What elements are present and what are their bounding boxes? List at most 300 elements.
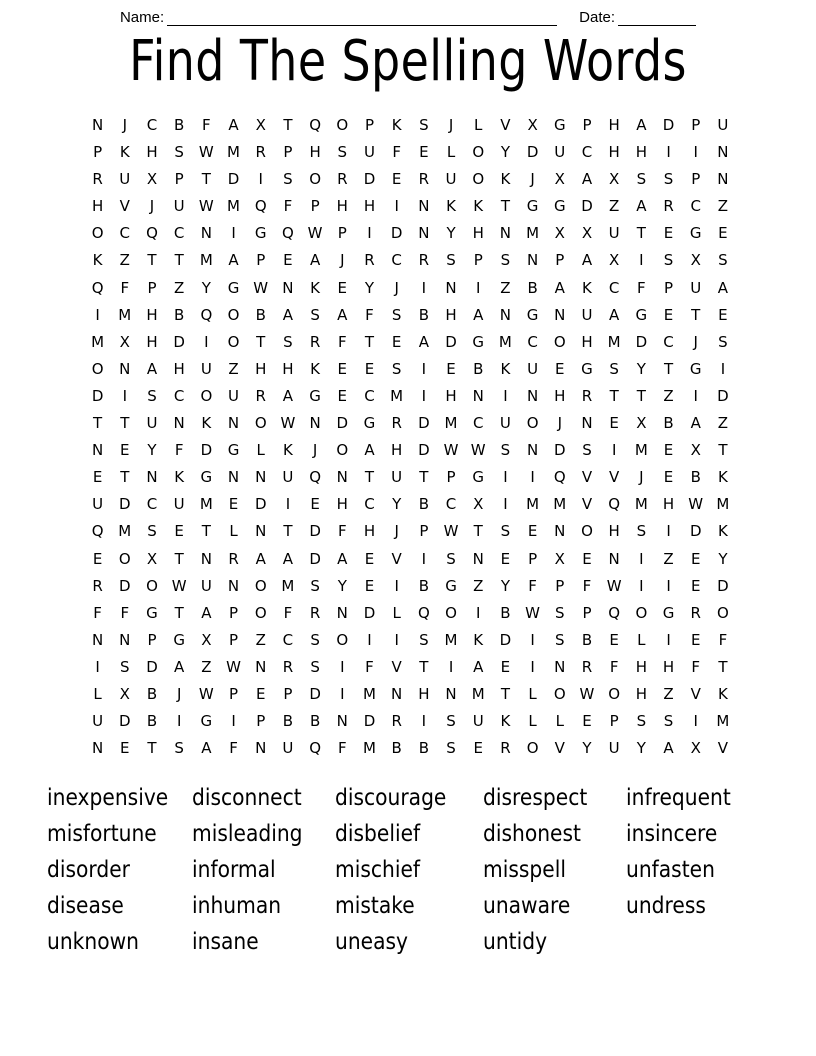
grid-cell[interactable]: G [635, 305, 648, 324]
grid-cell[interactable]: H [662, 657, 675, 676]
grid-cell[interactable]: I [666, 630, 671, 649]
grid-cell[interactable]: O [227, 332, 240, 351]
grid-cell[interactable]: O [254, 576, 267, 595]
grid-cell[interactable]: E [663, 224, 674, 243]
grid-cell[interactable]: E [500, 549, 511, 568]
grid-cell[interactable]: B [500, 603, 511, 622]
grid-cell[interactable]: C [173, 224, 185, 243]
grid-cell[interactable]: Q [309, 468, 321, 487]
grid-cell[interactable]: O [227, 305, 240, 324]
grid-cell[interactable]: D [689, 522, 702, 541]
grid-cell[interactable]: E [690, 630, 701, 649]
grid-cell[interactable]: E [391, 170, 402, 189]
grid-cell[interactable]: D [581, 197, 593, 216]
grid-cell[interactable]: I [394, 197, 399, 216]
grid-cell[interactable]: P [555, 251, 565, 270]
grid-cell[interactable]: B [663, 414, 674, 433]
grid-cell[interactable]: Q [146, 224, 158, 243]
grid-cell[interactable]: F [582, 576, 592, 595]
grid-cell[interactable]: S [283, 332, 293, 351]
grid-cell[interactable]: R [391, 712, 402, 731]
grid-cell[interactable]: M [444, 630, 458, 649]
grid-cell[interactable]: X [201, 630, 212, 649]
grid-cell[interactable]: C [690, 197, 701, 216]
grid-cell[interactable]: D [119, 576, 131, 595]
grid-cell[interactable]: S [636, 712, 647, 731]
grid-cell[interactable]: A [609, 305, 620, 324]
grid-cell[interactable]: S [310, 576, 320, 595]
grid-cell[interactable]: K [310, 278, 321, 297]
grid-cell[interactable]: H [173, 359, 185, 378]
grid-cell[interactable]: P [229, 630, 239, 649]
grid-cell[interactable]: S [446, 712, 456, 731]
grid-cell[interactable]: Z [663, 386, 674, 405]
grid-cell[interactable]: H [472, 224, 484, 243]
grid-cell[interactable]: H [255, 359, 267, 378]
grid-cell[interactable]: N [717, 170, 729, 189]
word-list-item[interactable]: inhuman [192, 893, 282, 919]
grid-cell[interactable]: N [554, 522, 566, 541]
grid-cell[interactable]: K [282, 441, 293, 460]
grid-cell[interactable]: Q [309, 116, 321, 134]
grid-cell[interactable]: H [146, 305, 158, 324]
grid-cell[interactable]: I [693, 712, 698, 731]
grid-cell[interactable]: Q [608, 603, 621, 622]
word-list-item[interactable]: unknown [47, 929, 139, 955]
grid-cell[interactable]: V [391, 549, 402, 568]
grid-cell[interactable]: R [309, 332, 321, 351]
grid-cell[interactable]: V [119, 197, 130, 216]
grid-cell[interactable]: P [528, 549, 538, 568]
grid-cell[interactable]: L [637, 630, 646, 649]
grid-cell[interactable]: X [690, 739, 701, 758]
grid-cell[interactable]: S [582, 441, 592, 460]
grid-cell[interactable]: A [146, 359, 158, 378]
grid-cell[interactable]: U [200, 359, 212, 378]
word-list-item[interactable]: discourage [335, 785, 447, 811]
grid-cell[interactable]: R [581, 657, 593, 676]
grid-cell[interactable]: Y [337, 576, 347, 595]
grid-cell[interactable]: V [554, 739, 565, 758]
grid-cell[interactable]: X [554, 224, 565, 243]
grid-cell[interactable]: N [255, 468, 267, 487]
grid-cell[interactable]: S [337, 143, 348, 162]
grid-cell[interactable]: I [176, 712, 182, 731]
grid-cell[interactable]: S [147, 386, 157, 405]
grid-cell[interactable]: R [581, 386, 593, 405]
grid-cell[interactable]: A [282, 386, 294, 405]
grid-cell[interactable]: I [693, 143, 698, 162]
grid-cell[interactable]: A [255, 549, 266, 568]
grid-cell[interactable]: D [119, 495, 131, 514]
grid-cell[interactable]: R [255, 143, 266, 162]
grid-cell[interactable]: H [91, 197, 104, 216]
grid-cell[interactable]: F [392, 143, 401, 162]
grid-cell[interactable]: W [443, 441, 459, 460]
grid-cell[interactable]: H [662, 495, 675, 514]
grid-cell[interactable]: I [503, 386, 508, 405]
grid-cell[interactable]: A [418, 332, 429, 351]
grid-cell[interactable]: T [174, 549, 184, 568]
grid-cell[interactable]: Q [309, 739, 321, 758]
grid-cell[interactable]: O [254, 603, 267, 622]
grid-cell[interactable]: S [500, 251, 511, 270]
grid-cell[interactable]: I [340, 657, 345, 676]
grid-cell[interactable]: B [282, 712, 294, 731]
grid-cell[interactable]: P [664, 278, 674, 297]
grid-cell[interactable]: E [582, 712, 592, 731]
grid-cell[interactable]: U [92, 495, 104, 514]
grid-cell[interactable]: Z [609, 197, 620, 216]
grid-cell[interactable]: O [118, 549, 131, 568]
grid-cell[interactable]: T [718, 441, 728, 460]
grid-cell[interactable]: G [553, 197, 566, 216]
grid-cell[interactable]: U [119, 170, 131, 189]
grid-cell[interactable]: Q [417, 603, 430, 622]
grid-cell[interactable]: N [554, 657, 566, 676]
word-list-item[interactable]: dishonest [483, 821, 581, 847]
grid-cell[interactable]: I [666, 576, 671, 595]
grid-cell[interactable]: S [310, 305, 320, 324]
grid-cell[interactable]: P [337, 224, 347, 243]
grid-cell[interactable]: I [122, 386, 127, 405]
word-list-item[interactable]: mistake [335, 893, 415, 919]
grid-cell[interactable]: H [445, 305, 457, 324]
grid-cell[interactable]: D [526, 143, 539, 162]
grid-cell[interactable]: O [472, 143, 485, 162]
grid-cell[interactable]: K [446, 197, 456, 216]
grid-cell[interactable]: C [146, 495, 158, 514]
grid-cell[interactable]: E [310, 495, 320, 514]
grid-cell[interactable]: A [554, 278, 565, 297]
grid-cell[interactable]: H [363, 197, 376, 216]
grid-cell[interactable]: P [555, 576, 565, 595]
grid-cell[interactable]: F [337, 739, 347, 758]
grid-cell[interactable]: M [390, 386, 404, 405]
grid-cell[interactable]: A [228, 251, 239, 270]
grid-cell[interactable]: M [471, 684, 485, 703]
grid-cell[interactable]: C [364, 386, 375, 405]
grid-cell[interactable]: T [419, 468, 429, 487]
grid-cell[interactable]: N [472, 386, 484, 405]
grid-cell[interactable]: E [500, 657, 511, 676]
grid-cell[interactable]: A [309, 251, 321, 270]
grid-cell[interactable]: G [227, 441, 240, 460]
grid-cell[interactable]: G [526, 305, 539, 324]
grid-cell[interactable]: B [690, 468, 701, 487]
grid-cell[interactable]: V [581, 495, 593, 514]
grid-cell[interactable]: O [472, 170, 485, 189]
grid-cell[interactable]: N [608, 549, 620, 568]
grid-cell[interactable]: G [581, 359, 593, 378]
grid-cell[interactable]: L [528, 712, 537, 731]
grid-cell[interactable]: K [582, 278, 592, 297]
grid-cell[interactable]: C [391, 251, 402, 270]
grid-cell[interactable]: J [312, 441, 318, 460]
grid-cell[interactable]: T [256, 332, 266, 351]
grid-cell[interactable]: O [200, 386, 213, 405]
grid-cell[interactable]: I [503, 495, 508, 514]
grid-cell[interactable]: H [635, 684, 647, 703]
grid-cell[interactable]: G [689, 224, 702, 243]
grid-cell[interactable]: O [553, 332, 566, 351]
grid-cell[interactable]: S [283, 170, 293, 189]
grid-cell[interactable]: X [255, 116, 266, 134]
grid-cell[interactable]: Y [500, 143, 510, 162]
grid-cell[interactable]: O [717, 603, 729, 622]
grid-cell[interactable]: A [473, 657, 484, 676]
grid-cell[interactable]: N [499, 224, 512, 243]
grid-cell[interactable]: K [717, 522, 728, 541]
word-list-item[interactable]: uneasy [335, 929, 409, 955]
grid-cell[interactable]: G [309, 386, 321, 405]
grid-cell[interactable]: T [500, 684, 510, 703]
grid-cell[interactable]: C [282, 630, 294, 649]
grid-cell[interactable]: F [637, 278, 646, 297]
grid-cell[interactable]: Z [663, 549, 674, 568]
grid-cell[interactable]: E [120, 739, 130, 758]
grid-cell[interactable]: N [472, 549, 484, 568]
grid-cell[interactable]: M [362, 739, 376, 758]
grid-cell[interactable]: A [364, 441, 375, 460]
grid-cell[interactable]: Q [91, 522, 104, 541]
grid-cell[interactable]: C [608, 278, 620, 297]
grid-cell[interactable]: N [255, 657, 267, 676]
grid-cell[interactable]: P [310, 197, 320, 216]
grid-cell[interactable]: P [174, 170, 184, 189]
grid-cell[interactable]: I [530, 657, 535, 676]
grid-cell[interactable]: V [581, 468, 593, 487]
grid-cell[interactable]: D [254, 495, 267, 514]
grid-cell[interactable]: S [609, 359, 619, 378]
grid-cell[interactable]: P [256, 712, 266, 731]
grid-cell[interactable]: C [364, 495, 375, 514]
grid-cell[interactable]: G [445, 576, 457, 595]
grid-cell[interactable]: T [636, 224, 646, 243]
grid-cell[interactable]: S [555, 630, 565, 649]
grid-cell[interactable]: G [472, 468, 485, 487]
grid-cell[interactable]: V [609, 468, 620, 487]
grid-cell[interactable]: C [119, 224, 131, 243]
grid-cell[interactable]: U [146, 414, 158, 433]
grid-cell[interactable]: P [147, 278, 157, 297]
grid-cell[interactable]: X [146, 549, 158, 568]
grid-cell[interactable]: R [690, 603, 701, 622]
grid-cell[interactable]: E [92, 549, 103, 568]
grid-cell[interactable]: D [336, 414, 349, 433]
grid-cell[interactable]: Z [174, 278, 185, 297]
grid-cell[interactable]: M [634, 441, 648, 460]
grid-cell[interactable]: A [636, 197, 647, 216]
grid-cell[interactable]: R [337, 170, 348, 189]
grid-cell[interactable]: I [394, 576, 399, 595]
grid-cell[interactable]: N [336, 712, 348, 731]
grid-cell[interactable]: N [445, 278, 457, 297]
grid-cell[interactable]: F [120, 603, 130, 622]
grid-cell[interactable]: R [282, 657, 294, 676]
grid-cell[interactable]: B [527, 278, 538, 297]
grid-cell[interactable]: Q [553, 468, 566, 487]
grid-cell[interactable]: N [391, 684, 403, 703]
grid-cell[interactable]: I [639, 251, 644, 270]
grid-cell[interactable]: R [92, 170, 103, 189]
word-list-item[interactable]: misleading [192, 821, 303, 847]
grid-cell[interactable]: D [309, 522, 321, 541]
grid-cell[interactable]: A [581, 170, 593, 189]
grid-cell[interactable]: B [255, 305, 266, 324]
grid-cell[interactable]: U [554, 143, 566, 162]
grid-cell[interactable]: S [174, 739, 184, 758]
grid-cell[interactable]: J [639, 468, 644, 487]
grid-cell[interactable]: T [636, 386, 646, 405]
grid-cell[interactable]: S [500, 522, 511, 541]
grid-cell[interactable]: D [418, 414, 430, 433]
grid-cell[interactable]: N [119, 630, 131, 649]
grid-cell[interactable]: A [690, 414, 701, 433]
grid-cell[interactable]: G [146, 603, 158, 622]
word-list-item[interactable]: inexpensive [47, 785, 169, 811]
grid-cell[interactable]: D [418, 441, 430, 460]
grid-cell[interactable]: T [364, 332, 375, 351]
grid-cell[interactable]: K [500, 712, 511, 731]
grid-cell[interactable]: J [530, 170, 535, 189]
grid-cell[interactable]: F [365, 657, 374, 676]
grid-cell[interactable]: N [119, 359, 131, 378]
grid-cell[interactable]: M [227, 197, 240, 216]
grid-cell[interactable]: W [198, 197, 214, 216]
grid-cell[interactable]: W [198, 143, 214, 162]
grid-cell[interactable]: Q [608, 495, 621, 514]
grid-cell[interactable]: Z [201, 657, 212, 676]
grid-cell[interactable]: T [609, 386, 619, 405]
grid-cell[interactable]: Y [636, 739, 646, 758]
grid-cell[interactable]: N [717, 143, 729, 162]
grid-cell[interactable]: U [499, 414, 511, 433]
grid-cell[interactable]: O [635, 603, 648, 622]
date-input-rule[interactable] [618, 12, 696, 26]
grid-cell[interactable]: S [446, 549, 456, 568]
grid-cell[interactable]: O [336, 630, 349, 649]
grid-cell[interactable]: X [581, 224, 593, 243]
grid-cell[interactable]: X [609, 170, 620, 189]
grid-cell[interactable]: W [443, 522, 459, 541]
grid-cell[interactable]: I [693, 386, 698, 405]
grid-cell[interactable]: B [309, 712, 321, 731]
grid-cell[interactable]: E [663, 305, 674, 324]
grid-cell[interactable]: I [231, 224, 236, 243]
grid-cell[interactable]: P [419, 522, 429, 541]
grid-cell[interactable]: A [663, 739, 674, 758]
grid-cell[interactable]: T [147, 739, 157, 758]
grid-cell[interactable]: D [717, 576, 729, 595]
grid-cell[interactable]: E [120, 441, 130, 460]
grid-cell[interactable]: I [421, 712, 427, 731]
grid-cell[interactable]: E [718, 224, 728, 243]
grid-cell[interactable]: S [636, 170, 647, 189]
grid-cell[interactable]: C [445, 495, 457, 514]
grid-cell[interactable]: L [93, 684, 102, 703]
grid-cell[interactable]: Q [91, 278, 104, 297]
grid-cell[interactable]: X [609, 251, 620, 270]
grid-cell[interactable]: H [309, 143, 321, 162]
grid-cell[interactable]: B [174, 305, 185, 324]
grid-cell[interactable]: N [499, 305, 512, 324]
grid-cell[interactable]: X [119, 332, 130, 351]
grid-cell[interactable]: U [92, 712, 104, 731]
grid-cell[interactable]: B [391, 739, 402, 758]
grid-cell[interactable]: O [91, 359, 104, 378]
grid-cell[interactable]: A [174, 657, 185, 676]
word-search-grid[interactable] [84, 112, 737, 762]
grid-cell[interactable]: E [582, 549, 592, 568]
grid-cell[interactable]: K [92, 251, 103, 270]
grid-cell[interactable]: O [309, 170, 321, 189]
grid-cell[interactable]: P [582, 116, 592, 134]
grid-cell[interactable]: V [391, 657, 402, 676]
grid-cell[interactable]: U [608, 739, 620, 758]
grid-cell[interactable]: S [663, 712, 674, 731]
grid-cell[interactable]: T [718, 657, 728, 676]
grid-cell[interactable]: M [199, 251, 213, 270]
grid-cell[interactable]: T [120, 414, 130, 433]
grid-cell[interactable]: L [392, 603, 401, 622]
grid-cell[interactable]: L [555, 712, 564, 731]
grid-cell[interactable]: M [444, 414, 458, 433]
grid-cell[interactable]: I [639, 576, 644, 595]
grid-cell[interactable]: D [554, 441, 566, 460]
grid-cell[interactable]: F [120, 278, 130, 297]
grid-cell[interactable]: M [118, 522, 132, 541]
grid-cell[interactable]: P [609, 712, 619, 731]
grid-cell[interactable]: I [421, 359, 427, 378]
grid-cell[interactable]: O [336, 116, 349, 134]
grid-cell[interactable]: F [202, 116, 211, 134]
grid-cell[interactable]: E [690, 576, 701, 595]
grid-cell[interactable]: G [363, 414, 376, 433]
grid-cell[interactable]: I [367, 224, 372, 243]
grid-cell[interactable]: S [419, 630, 429, 649]
grid-cell[interactable]: E [364, 549, 375, 568]
grid-cell[interactable]: U [527, 359, 539, 378]
grid-cell[interactable]: M [199, 495, 213, 514]
grid-cell[interactable]: S [446, 739, 456, 758]
grid-cell[interactable]: Z [663, 684, 674, 703]
word-list-item[interactable]: disbelief [335, 821, 421, 847]
grid-cell[interactable]: R [418, 251, 430, 270]
grid-cell[interactable]: M [553, 495, 567, 514]
grid-cell[interactable]: S [419, 116, 429, 134]
grid-cell[interactable]: M [281, 576, 295, 595]
grid-cell[interactable]: M [607, 332, 621, 351]
grid-cell[interactable]: T [691, 305, 701, 324]
grid-cell[interactable]: H [336, 495, 348, 514]
grid-cell[interactable]: N [227, 576, 240, 595]
grid-cell[interactable]: U [228, 386, 240, 405]
grid-cell[interactable]: P [147, 630, 157, 649]
grid-cell[interactable]: I [285, 495, 291, 514]
word-list-item[interactable]: unfasten [626, 857, 715, 883]
grid-cell[interactable]: H [146, 143, 158, 162]
name-input-rule[interactable] [167, 12, 557, 26]
grid-cell[interactable]: F [229, 739, 238, 758]
grid-cell[interactable]: J [448, 116, 454, 134]
grid-cell[interactable]: U [173, 495, 185, 514]
grid-cell[interactable]: B [581, 630, 593, 649]
grid-cell[interactable]: E [527, 522, 538, 541]
grid-cell[interactable]: U [608, 224, 620, 243]
grid-cell[interactable]: I [231, 712, 236, 731]
grid-cell[interactable]: H [608, 116, 620, 134]
